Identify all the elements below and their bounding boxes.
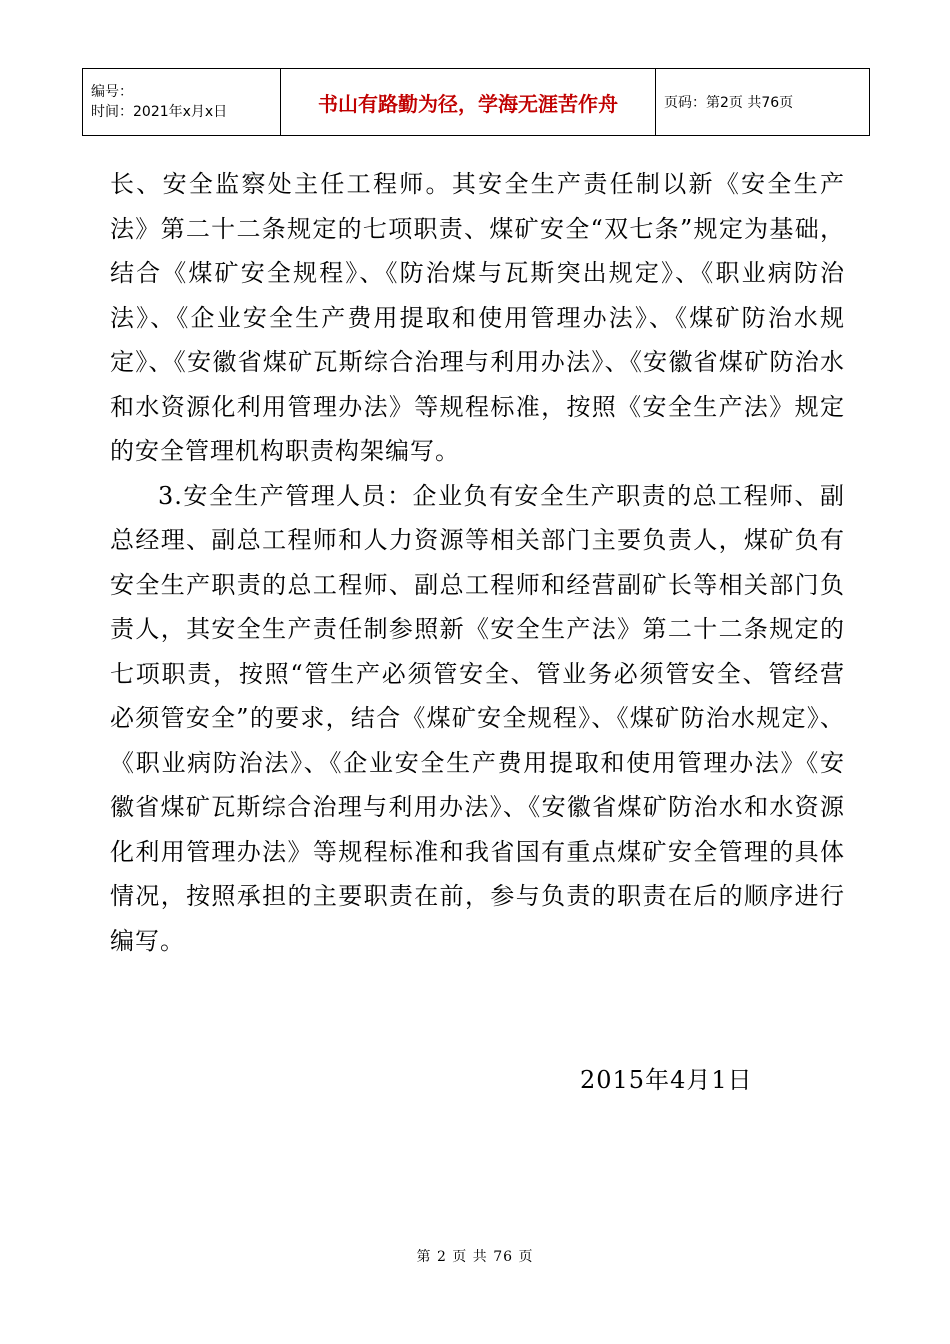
document-header [82,68,870,136]
header-page-number: 页码：第2页 共76页 [656,69,870,136]
page-footer: 第 2 页 共 76 页 [416,1249,534,1265]
paragraph-1: 长、安全监察处主任工程师。其安全生产责任制以新《安全生产法》第二十二条规定的七项职责、煤矿安全“双七条”规定为基础，结合《煤矿安全规程》、《防治煤与瓦斯突出规定》、《职业病防治法》、《企业安全生产费用提取和使用管理办法》、《煤矿防治水规定》、《安徽省煤矿瓦斯综合治理与利用办法》、《安徽省煤矿防治水和水资源化利用管理办法》等规程标准，按照《安全生产法》规定的安全管理机构职责构架编写。 [110,170,845,465]
document-time-label: 时间：2021年x月x日 [91,104,228,120]
document-body [110,162,845,963]
header-motto: 书山有路勤为径，学海无涯苦作舟 [281,69,656,136]
document-number-label: 编号： [91,84,133,100]
paragraph-2: 3.安全生产管理人员：企业负有安全生产职责的总工程师、副总经理、副总工程师和人力资源等相关部门主要负责人，煤矿负有安全生产职责的总工程师、副总工程师和经营副矿长等相关部门负责人，其安全生产责任制参照新《安全生产法》第二十二条规定的七项职责，按照“管生产必须管安全、管业务必须管安全、管经营必须管安全”的要求，结合《煤矿安全规程》、《煤矿防治水规定》、《职业病防治法》、《企业安全生产费用提取和使用管理办法》《安徽省煤矿瓦斯综合治理与利用办法》、《安徽省煤矿防治水和水资源化利用管理办法》等规程标准和我省国有重点煤矿安全管理的具体情况，按照承担的主要职责在前，参与负责的职责在后的顺序进行编写。 [110,481,845,955]
signature-date: 2015年4月1日 [580,1066,753,1094]
header-meta-cell [83,69,281,136]
